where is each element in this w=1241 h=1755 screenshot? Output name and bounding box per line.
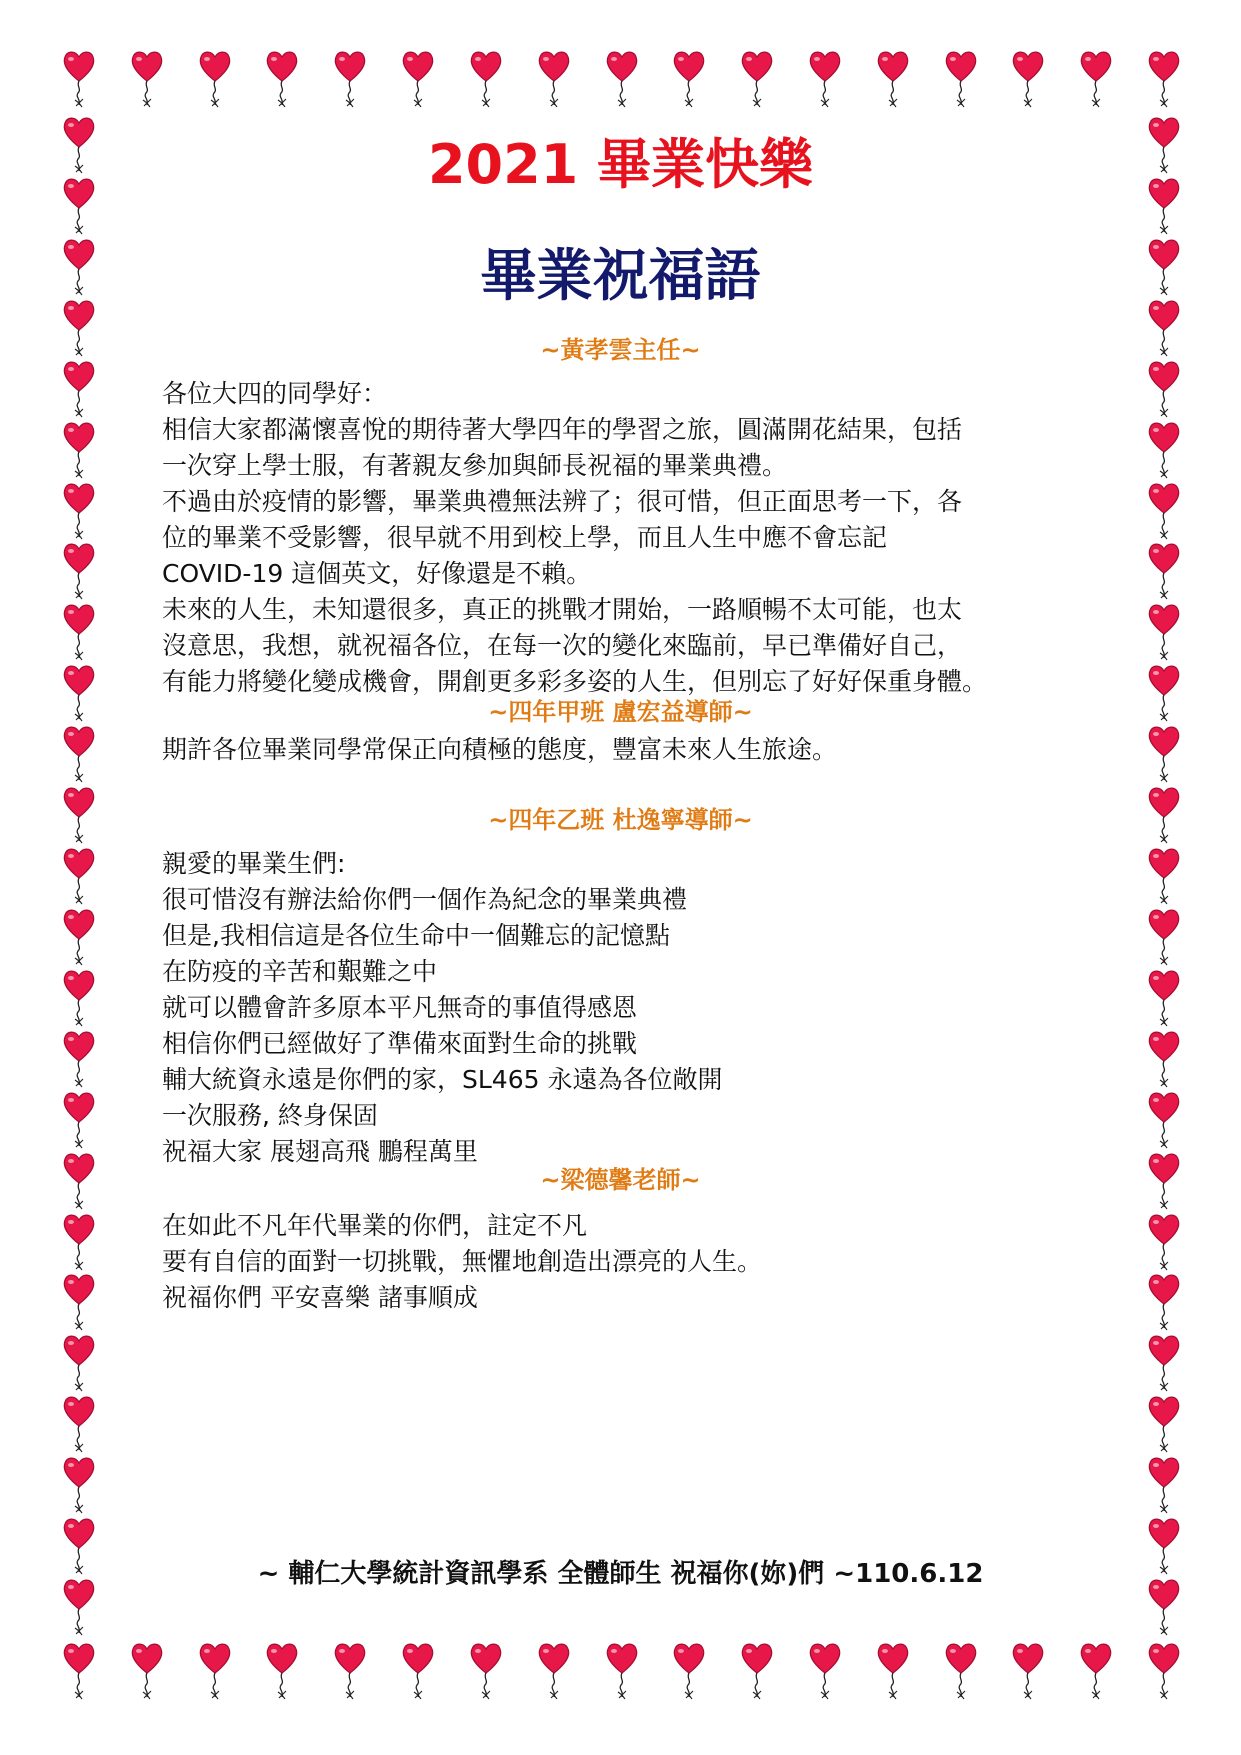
paragraph-line: 不過由於疫情的影響，畢業典禮無法辨了；很可惜，但正面思考一下，各 [162,487,963,516]
paragraph-line: 輔大統資永遠是你們的家，SL465 永遠為各位敞開 [162,1065,723,1094]
paragraph-line: 很可惜沒有辦法給你們一個作為紀念的畢業典禮 [162,885,688,914]
paragraph-line: 期許各位畢業同學常保正向積極的態度，豐富未來人生旅途。 [162,735,838,764]
paragraph-line: 祝福大家 展翅高飛 鵬程萬里 [162,1137,478,1166]
section-body-class-b [162,846,1112,1170]
paragraph-line: 就可以體會許多原本平凡無奇的事值得感恩 [162,993,638,1022]
paragraph-line: 相信大家都滿懷喜悅的期待著大學四年的學習之旅，圓滿開花結果，包括 [162,415,963,444]
paragraph-line: 位的畢業不受影響，很早就不用到校上學，而且人生中應不會忘記 [162,523,888,552]
paragraph-line: 親愛的畢業生們: [162,849,346,878]
paragraph-line: 一次穿上學士服，有著親友參加與師長祝福的畢業典禮。 [162,451,788,480]
section-heading-class-a: ~四年甲班 盧宏益導師~ [488,698,753,726]
paragraph-line: 要有自信的面對一切挑戰，無懼地創造出漂亮的人生。 [162,1247,763,1276]
paragraph-line: COVID-19 這個英文，好像還是不賴。 [162,559,592,588]
section-heading-director: ~黃孝雲主任~ [540,336,701,364]
paragraph-line: 在防疫的辛苦和艱難之中 [162,957,438,986]
paragraph-line: 但是,我相信這是各位生命中一個難忘的記憶點 [162,921,670,950]
paragraph-line: 各位大四的同學好： [162,379,388,408]
section-body-director [162,376,1112,700]
section-body-class-a [162,732,1112,768]
section-heading-teacher-liang: ~梁德馨老師~ [540,1166,701,1194]
section-heading-class-b: ~四年乙班 杜逸寧導師~ [488,806,753,834]
paragraph-line: 有能力將變化變成機會，開創更多彩多姿的人生，但別忘了好好保重身體。 [162,667,988,696]
paragraph-line: 相信你們已經做好了準備來面對生命的挑戰 [162,1029,638,1058]
paragraph-line: 在如此不凡年代畢業的你們，註定不凡 [162,1211,588,1240]
closing-signature: ~ 輔仁大學統計資訊學系 全體師生 祝福你(妳)們 ~110.6.12 [257,1559,984,1589]
paragraph-line: 沒意思，我想，就祝福各位，在每一次的變化來臨前，早已準備好自己， [162,631,963,660]
paragraph-line: 一次服務, 終身保固 [162,1101,378,1130]
page-title: 2021 畢業快樂 [427,133,814,196]
section-body-teacher-liang [162,1208,1112,1316]
paragraph-line: 未來的人生，未知還很多，真正的挑戰才開始，一路順暢不太可能，也太 [162,595,963,624]
paragraph-line: 祝福你們 平安喜樂 諸事順成 [162,1283,478,1312]
page-subtitle: 畢業祝福語 [480,244,761,309]
